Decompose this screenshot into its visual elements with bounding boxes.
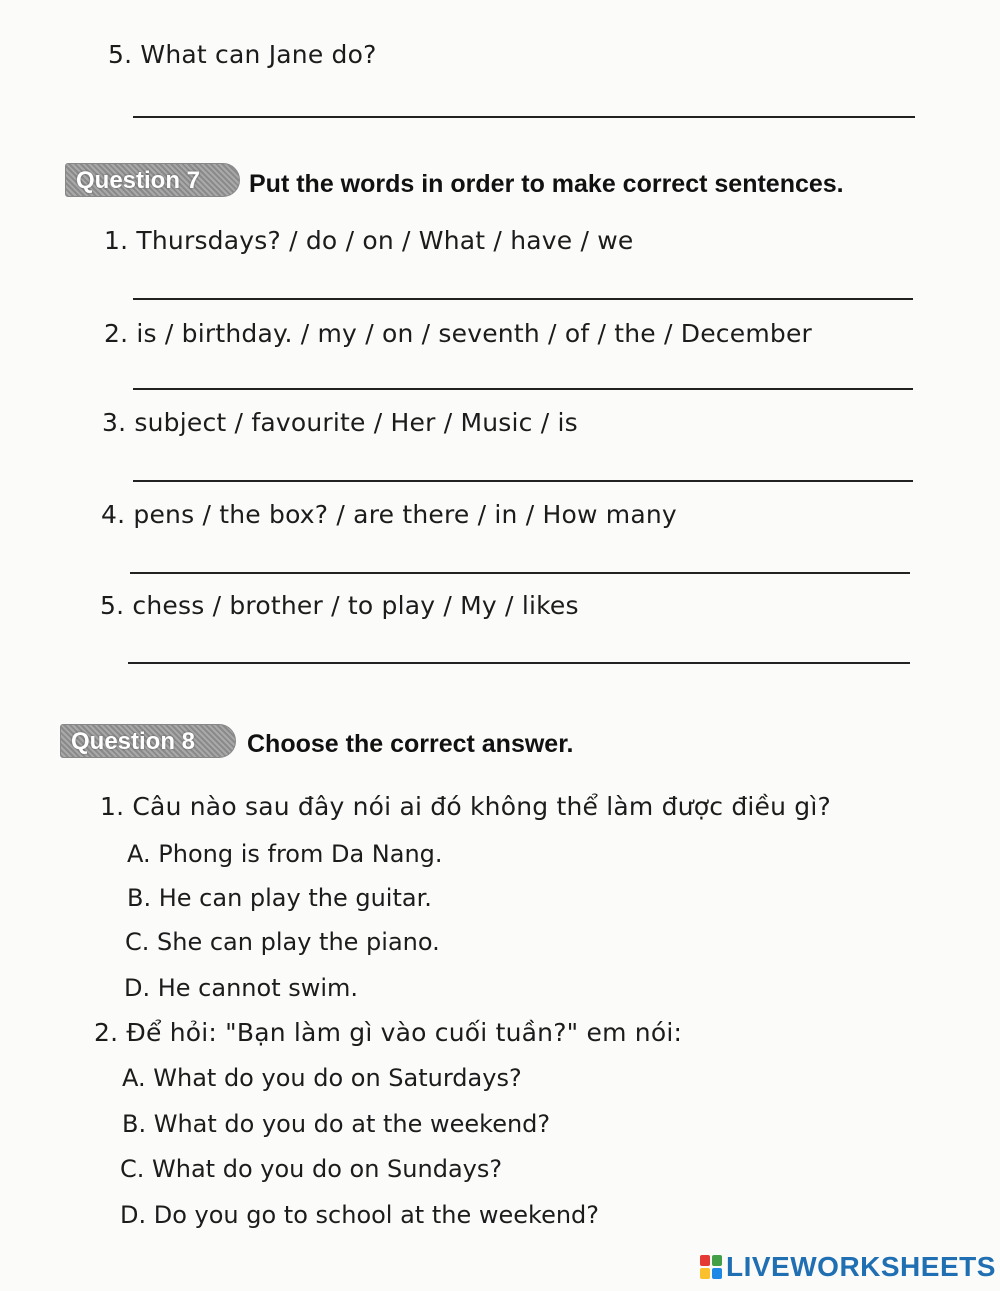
- q8-q2-option-c[interactable]: C. What do you do on Sundays?: [120, 1155, 503, 1183]
- answer-line[interactable]: [133, 388, 913, 390]
- q8-q2-option-a[interactable]: A. What do you do on Saturdays?: [122, 1064, 522, 1092]
- question-6-item-5: 5. What can Jane do?: [108, 40, 377, 69]
- q7-item-3: 3. subject / favourite / Her / Music / is: [102, 408, 578, 437]
- answer-line[interactable]: [133, 116, 915, 118]
- answer-line[interactable]: [128, 662, 910, 664]
- q8-q1-option-d[interactable]: D. He cannot swim.: [124, 974, 359, 1002]
- q7-item-4: 4. pens / the box? / are there / in / How many: [101, 500, 677, 529]
- liveworksheets-icon: [700, 1255, 722, 1279]
- answer-line[interactable]: [130, 572, 910, 574]
- q7-item-5: 5. chess / brother / to play / My / likes: [100, 591, 579, 620]
- q8-q2-option-d[interactable]: D. Do you go to school at the weekend?: [120, 1201, 600, 1229]
- q8-q2-option-b[interactable]: B. What do you do at the weekend?: [122, 1110, 551, 1138]
- q8-q1-option-c[interactable]: C. She can play the piano.: [125, 928, 440, 956]
- question-7-badge: Question 7: [65, 163, 240, 197]
- q7-item-2: 2. is / birthday. / my / on / seventh / of / the / December: [104, 319, 813, 348]
- answer-line[interactable]: [133, 298, 913, 300]
- logo-text: LIVEWORKSHEETS: [726, 1251, 996, 1282]
- q7-item-1: 1. Thursdays? / do / on / What / have / we: [104, 226, 634, 255]
- answer-line[interactable]: [133, 480, 913, 482]
- question-8-instruction: Choose the correct answer.: [247, 730, 574, 758]
- q8-question-1: 1. Câu nào sau đây nói ai đó không thể làm được điều gì?: [100, 792, 831, 821]
- q8-q1-option-a[interactable]: A. Phong is from Da Nang.: [127, 840, 443, 868]
- question-8-badge: Question 8: [60, 724, 236, 758]
- q8-q1-option-b[interactable]: B. He can play the guitar.: [127, 884, 432, 912]
- liveworksheets-logo[interactable]: [700, 1252, 996, 1282]
- q8-question-2: 2. Để hỏi: "Bạn làm gì vào cuối tuần?" em nói:: [94, 1018, 683, 1047]
- question-7-instruction: Put the words in order to make correct sentences.: [249, 170, 844, 198]
